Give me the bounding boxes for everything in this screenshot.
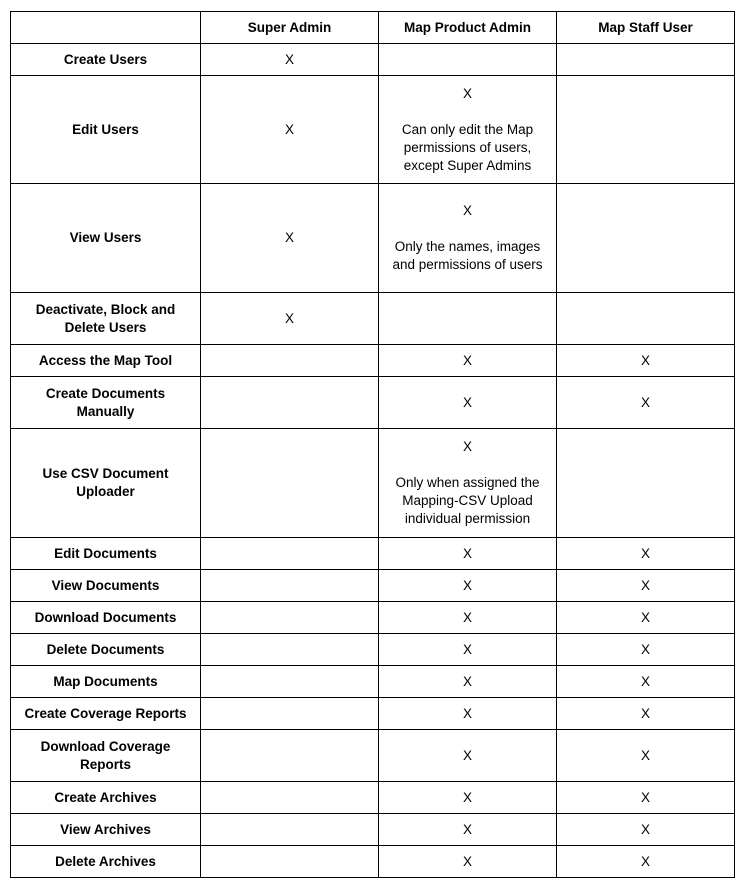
feature-cell: Download Documents (11, 602, 201, 634)
super-admin-cell (201, 814, 379, 846)
table-row (11, 782, 735, 814)
product-admin-cell (379, 184, 557, 293)
table-row (11, 538, 735, 570)
staff-user-cell: X (557, 345, 735, 377)
super-admin-cell (201, 538, 379, 570)
feature-cell: Deactivate, Block and Delete Users (11, 293, 201, 345)
product-admin-cell (379, 293, 557, 345)
table-row (11, 634, 735, 666)
header-row (11, 12, 735, 44)
table-row (11, 666, 735, 698)
staff-user-cell: X (557, 846, 735, 878)
super-admin-cell: X (201, 293, 379, 345)
super-admin-cell (201, 345, 379, 377)
staff-user-cell: X (557, 634, 735, 666)
product-admin-mark: X (462, 85, 472, 101)
product-admin-cell: X (379, 602, 557, 634)
product-admin-cell: X (379, 782, 557, 814)
product-admin-cell: X (379, 814, 557, 846)
table-row (11, 293, 735, 345)
super-admin-cell (201, 846, 379, 878)
product-admin-cell (379, 429, 557, 538)
super-admin-cell (201, 666, 379, 698)
table-row (11, 44, 735, 76)
permissions-table (10, 11, 735, 878)
staff-user-cell (557, 429, 735, 538)
product-admin-cell: X (379, 730, 557, 782)
header-map-product-admin: Map Product Admin (379, 12, 557, 44)
product-admin-mark: X (462, 439, 472, 454)
staff-user-cell: X (557, 602, 735, 634)
super-admin-cell (201, 377, 379, 429)
staff-user-cell (557, 293, 735, 345)
feature-cell: Create Users (11, 44, 201, 76)
header-feature (11, 12, 201, 44)
staff-user-cell: X (557, 814, 735, 846)
table-row (11, 698, 735, 730)
feature-cell: Create Documents Manually (11, 377, 201, 429)
product-admin-mark: X (462, 203, 472, 218)
staff-user-cell: X (557, 666, 735, 698)
table-row (11, 730, 735, 782)
feature-cell: Delete Documents (11, 634, 201, 666)
feature-cell: Delete Archives (11, 846, 201, 878)
product-admin-cell (379, 76, 557, 184)
super-admin-cell (201, 429, 379, 538)
feature-cell: Download Coverage Reports (11, 730, 201, 782)
super-admin-cell: X (201, 76, 379, 184)
product-admin-cell: X (379, 538, 557, 570)
staff-user-cell (557, 76, 735, 184)
product-admin-cell: X (379, 666, 557, 698)
product-admin-cell: X (379, 698, 557, 730)
table-row (11, 602, 735, 634)
table-row (11, 76, 735, 184)
feature-cell: View Users (11, 184, 201, 293)
feature-cell: View Archives (11, 814, 201, 846)
staff-user-cell: X (557, 538, 735, 570)
feature-cell: Create Archives (11, 782, 201, 814)
header-super-admin: Super Admin (201, 12, 379, 44)
table-row (11, 429, 735, 538)
table-row (11, 814, 735, 846)
super-admin-cell: X (201, 184, 379, 293)
super-admin-cell (201, 570, 379, 602)
product-admin-cell (379, 44, 557, 76)
table-row (11, 570, 735, 602)
product-admin-note: Can only edit the Map permissions of users, except Super Admins (401, 121, 534, 173)
super-admin-cell (201, 730, 379, 782)
feature-cell: Create Coverage Reports (11, 698, 201, 730)
feature-cell: Access the Map Tool (11, 345, 201, 377)
product-admin-cell: X (379, 634, 557, 666)
product-admin-cell: X (379, 570, 557, 602)
staff-user-cell: X (557, 377, 735, 429)
super-admin-cell: X (201, 44, 379, 76)
super-admin-cell (201, 602, 379, 634)
super-admin-cell (201, 634, 379, 666)
table-row (11, 846, 735, 878)
staff-user-cell: X (557, 730, 735, 782)
product-admin-note: Only when assigned the Mapping-CSV Upload individual permission (395, 475, 540, 526)
super-admin-cell (201, 698, 379, 730)
feature-cell: Map Documents (11, 666, 201, 698)
feature-cell: Use CSV Document Uploader (11, 429, 201, 538)
staff-user-cell (557, 44, 735, 76)
product-admin-cell: X (379, 377, 557, 429)
product-admin-note: Only the names, images and permissions of users (392, 239, 543, 272)
header-map-staff-user: Map Staff User (557, 12, 735, 44)
table-row (11, 345, 735, 377)
staff-user-cell: X (557, 782, 735, 814)
staff-user-cell: X (557, 698, 735, 730)
super-admin-cell (201, 782, 379, 814)
staff-user-cell (557, 184, 735, 293)
feature-cell: Edit Documents (11, 538, 201, 570)
feature-cell: Edit Users (11, 76, 201, 184)
product-admin-cell: X (379, 345, 557, 377)
table-row (11, 377, 735, 429)
feature-cell: View Documents (11, 570, 201, 602)
product-admin-cell: X (379, 846, 557, 878)
table-row (11, 184, 735, 293)
staff-user-cell: X (557, 570, 735, 602)
